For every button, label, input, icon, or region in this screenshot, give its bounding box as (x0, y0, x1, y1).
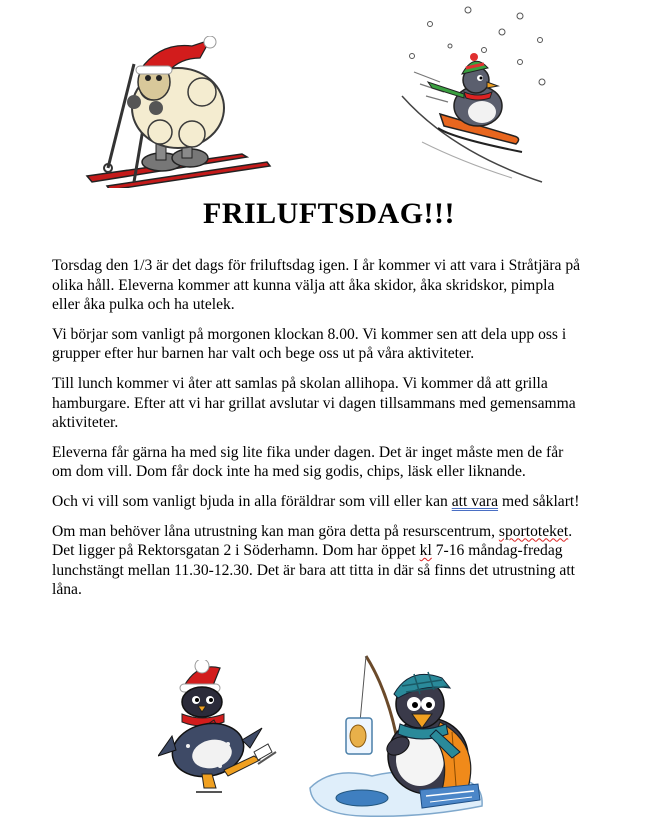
skiing-sheep-illustration (82, 36, 272, 188)
ice-fishing-penguin-illustration (302, 648, 488, 820)
text-run: Eleverna får gärna ha med sig lite fika under dagen. Det är inget måste men de får om dom vill. Dom får dock inte ha med sig godis, chips, läsk eller liknande. (52, 443, 564, 481)
text-run: Och vi vill som vanligt bjuda in alla föräldrar som vill eller kan (52, 492, 452, 510)
text-run: 7-16 måndag-fredag lunchstängt mellan 11.30-12.30. Det är bara att titta in där så finns det utrustning att låna. (52, 542, 575, 599)
spelling-flag: sportoteket (498, 522, 569, 540)
body-paragraph (52, 443, 584, 482)
body-paragraph (52, 492, 584, 512)
grammar-flag: att vara (451, 492, 499, 510)
text-run: Till lunch kommer vi åter att samlas på skolan allihopa. Vi kommer då att grilla hamburgare. Efter att vi har grillat avslutar vi dagen tillsammans med gemensamma aktiviteter. (52, 374, 576, 432)
text-run: . Det ligger på Rektorsgatan 2 i Söderhamn. Dom har öppet (52, 522, 573, 560)
text-run: Om man behöver låna utrustning kan man göra detta på resurscentrum, (52, 522, 499, 540)
text-run: med såklart! (498, 492, 580, 510)
text-run: Vi börjar som vanligt på morgonen klockan 8.00. Vi kommer sen att dela upp oss i grupper efter hur barnen har valt och bege oss ut på våra aktiviteter. (52, 325, 567, 363)
penguin-sledding-illustration (392, 2, 554, 184)
skating-penguin-illustration (158, 660, 282, 796)
body-paragraph (52, 325, 584, 364)
letter-body (52, 256, 584, 610)
text-run: Torsdag den 1/3 är det dags för friluftsdag igen. I år kommer vi att vara i Stråtjära på olika håll. Eleverna kommer att kunna välja att åka skidor, åka skridskor, pimpla eller åka pulka och ha utelek. (52, 257, 581, 314)
page-title: FRILUFTSDAG!!! (203, 197, 455, 230)
body-paragraph (52, 256, 584, 315)
body-paragraph (52, 374, 584, 433)
body-paragraph (52, 522, 584, 600)
spelling-flag: kl (419, 542, 432, 560)
